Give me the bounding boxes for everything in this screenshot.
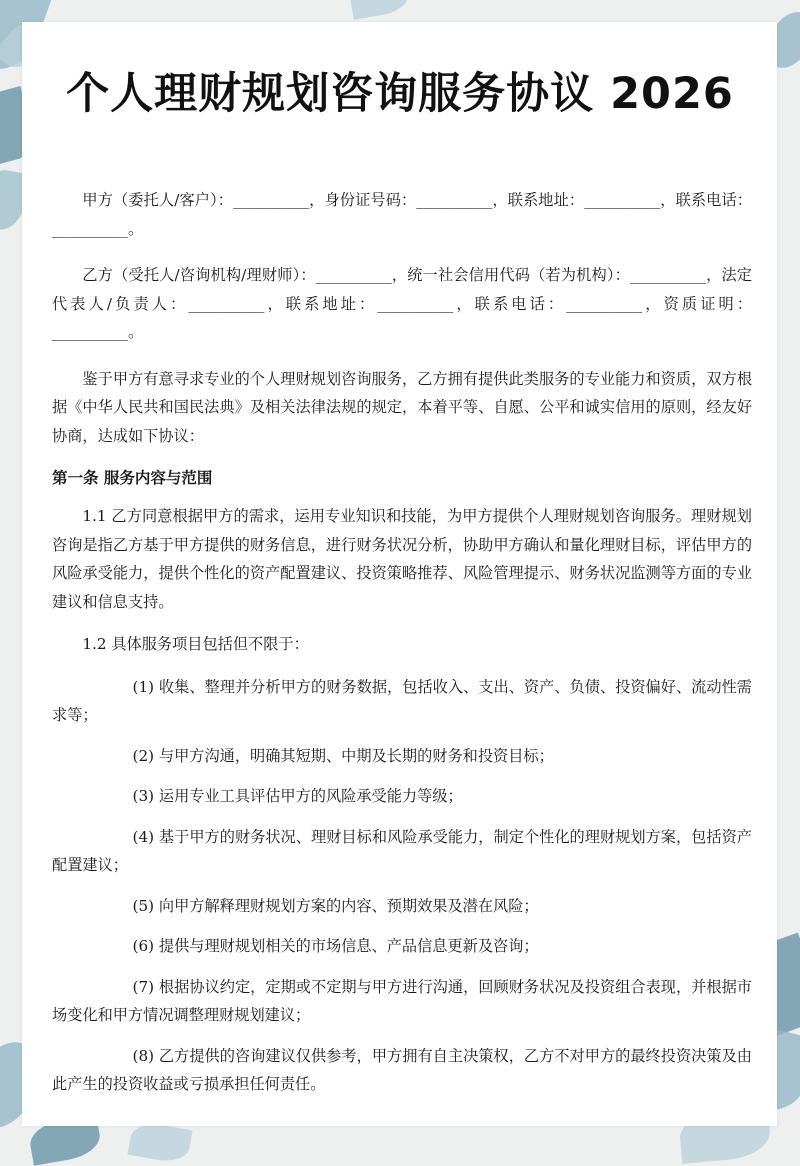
service-item: (8) 乙方提供的咨询建议仅供参考，甲方拥有自主决策权，乙方不对甲方的最终投资决策及由此产生的投资收益或亏损承担任何责任。 [52,1046,752,1093]
section-heading: 第一条 服务内容与范围 [52,469,213,487]
service-item: (4) 基于甲方的财务状况、理财目标和风险承受能力，制定个性化的理财规划方案，包括资产配置建议； [52,827,752,874]
party-a-paragraph: 甲方（委托人/客户）：__________，身份证号码：__________，联系地址：__________，联系电话：__________。 [52,191,752,238]
document-title: 个人理财规划咨询服务协议 2026 [66,69,734,119]
decorative-leaf [127,1120,192,1165]
clause-1-1: 1.1 乙方同意根据甲方的需求，运用专业知识和技能，为甲方提供个人理财规划咨询服务。理财规划咨询是指乙方基于甲方提供的财务信息，进行财务状况分析，协助甲方确认和量化理财目标，评估甲方的风险承受能力，提供个性化的资产配置建议、投资策略推荐、风险管理提示、财务状况监测等方面的专业建议和信息支持。 [52,507,752,611]
service-item: (2) 与甲方沟通，明确其短期、中期及长期的财务和投资目标； [132,746,554,765]
service-item: (5) 向甲方解释理财规划方案的内容、预期效果及潜在风险； [132,896,539,915]
service-item: (6) 提供与理财规划相关的市场信息、产品信息更新及咨询； [132,937,539,955]
party-b-paragraph: 乙方（受托人/咨询机构/理财师）：__________，统一社会信用代码（若为机构）：__________，法定代表人/负责人：__________，联系地址：__________，联系电话：__________，资质证明：__________。 [52,266,752,341]
preamble-paragraph: 鉴于甲方有意寻求专业的个人理财规划咨询服务，乙方拥有提供此类服务的专业能力和资质，双方根据《中华人民共和国民法典》及相关法律法规的规定，本着平等、自愿、公平和诚实信用的原则，经友好协商，达成如下协议： [52,369,752,445]
service-item: (7) 根据协议约定，定期或不定期与甲方进行沟通，回顾财务状况及投资组合表现，并根据市场变化和甲方情况调整理财规划建议； [52,977,752,1024]
service-item: (3) 运用专业工具评估甲方的风险承受能力等级； [132,787,463,805]
clause-1-2: 1.2 具体服务项目包括但不限于： [82,635,309,653]
service-item: (1) 收集、整理并分析甲方的财务数据，包括收入、支出、资产、负债、投资偏好、流动性需求等； [52,677,752,724]
decorative-leaf [347,0,413,20]
document-body [52,186,752,1111]
